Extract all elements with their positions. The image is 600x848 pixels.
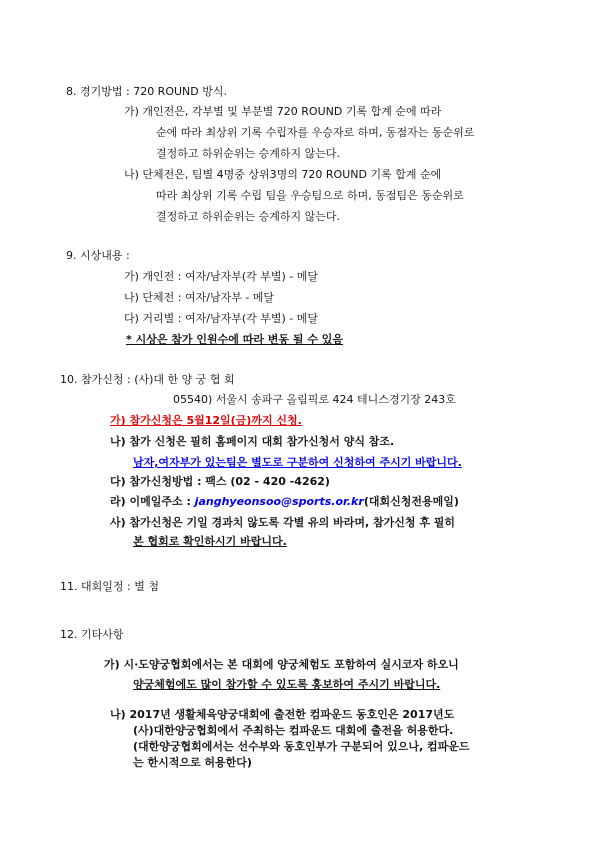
section-12-heading: 12. 기타사항	[60, 628, 124, 641]
section-10-item-form: 나) 참가 신청은 필히 홈페이지 대회 참가신청서 양식 참조.	[110, 435, 395, 448]
section-10-item-email-row	[110, 495, 459, 509]
section-8-item-b-line2: 따라 최상위 기록 수립 팀을 우승팀으로 하며, 동점팀은 동순위로	[156, 189, 464, 202]
section-8-item-a-line3: 결정하고 하위순위는 승계하지 않는다.	[156, 147, 341, 160]
section-10-address: 05540) 서울시 송파구 올림픽로 424 테니스경기장 243호	[173, 393, 456, 406]
section-12-item-b-line3: (대한양궁협회에서는 선수부와 동호인부가 구분되어 있으나, 컴파운드	[133, 740, 470, 753]
section-8-heading: 8. 경기방법 : 720 ROUND 방식.	[66, 85, 227, 98]
section-9-note: * 시상은 참가 인원수에 따라 변동 될 수 있음	[126, 333, 344, 346]
section-12-item-b-line4: 는 한시적으로 허용한다)	[133, 756, 252, 769]
section-10-item-form-note: 남자,여자부가 있는팀은 별도로 구분하여 신청하여 주시기 바랍니다.	[133, 456, 462, 469]
section-12-item-a-line2: 양궁체험에도 많이 참가할 수 있도록 홍보하여 주시기 바랍니다.	[133, 678, 441, 691]
email-label: 라) 이메일주소 :	[110, 495, 195, 508]
section-12-item-b-line1: 나) 2017년 생활체육양궁대회에 출전한 컴파운드 동호인은 2017년도	[110, 708, 455, 721]
section-10-item-confirm-line2: 본 협회로 확인하시기 바랍니다.	[133, 535, 287, 548]
email-suffix: (대회신청전용메일)	[363, 495, 459, 508]
section-8-item-b-line3: 결정하고 하위순위는 승계하지 않는다.	[156, 210, 341, 223]
section-8-item-a-line1: 가) 개인전은, 각부별 및 부분별 720 ROUND 기록 합계 순에 따라	[124, 105, 442, 118]
section-10-heading: 10. 참가신청 : (사)대 한 양 궁 협 회	[60, 373, 235, 386]
section-9-item-individual: 가) 개인전 : 여자/남자부(각 부별) - 메달	[124, 270, 318, 283]
section-9-item-team: 나) 단체전 : 여자/남자부 - 메달	[124, 291, 275, 304]
section-11-heading: 11. 대회일정 : 별 첨	[60, 580, 159, 593]
section-10-item-confirm-line1: 사) 참가신청은 기일 경과치 않도록 각별 유의 바라며, 참가신청 후 필히	[110, 516, 456, 529]
section-12-item-b-line2: (사)대한양궁협회에서 주최하는 컴파운드 대회에 출전을 허용한다.	[133, 724, 454, 737]
section-8-item-b-line1: 나) 단체전은, 팀별 4명중 상위3명의 720 ROUND 기록 합계 순에	[124, 168, 442, 181]
section-12-item-a-line1: 가) 시·도양궁협회에서는 본 대회에 양궁체험도 포함하여 실시코자 하오니	[104, 658, 459, 671]
section-9-item-distance: 다) 거리별 : 여자/남자부(각 부별) - 메달	[124, 312, 318, 325]
section-9-heading: 9. 시상내용 :	[66, 249, 130, 262]
email-link[interactable]: janghyeonsoo@sports.or.kr	[194, 495, 364, 508]
section-10-item-method: 다) 참가신청방법 : 팩스 (02 - 420 -4262)	[110, 475, 330, 488]
section-10-item-deadline: 가) 참가신청은 5월12일(금)까지 신청.	[110, 414, 302, 427]
section-8-item-a-line2: 순에 따라 최상위 기록 수립자를 우승자로 하며, 동점자는 동순위로	[156, 126, 475, 139]
